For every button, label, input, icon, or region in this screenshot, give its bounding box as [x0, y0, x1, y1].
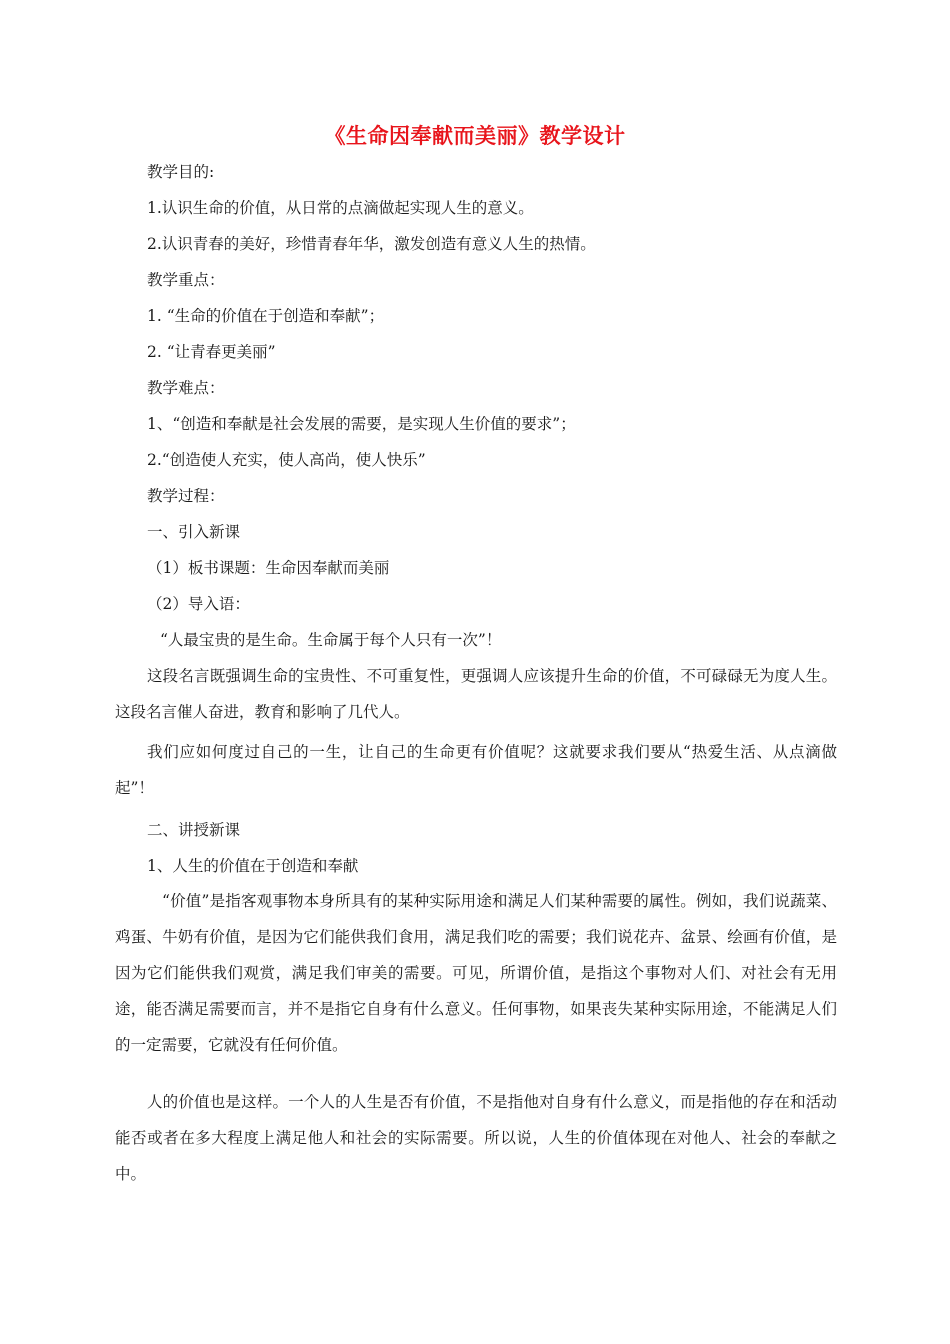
goal-item-1: 1.认识生命的价值，从日常的点滴做起实现人生的意义。: [147, 199, 534, 217]
step-item-1: （1）板书课题：生命因奉献而美丽: [147, 559, 390, 577]
paragraph-2: 我们应如何度过自己的一生，让自己的生命更有价值呢？这就要求我们要从“热爱生活、从点滴做起”！: [115, 743, 837, 797]
section-heading-1: 一、引入新课: [147, 523, 241, 541]
goals-heading: 教学目的:: [147, 163, 215, 181]
document-title: 《生命因奉献而美丽》教学设计: [324, 124, 626, 148]
paragraph-3: “价值”是指客观事物本身所具有的某种实际用途和满足人们某种需要的属性。例如，我们说蔬菜、鸡蛋、牛奶有价值，是因为它们能供我们食用，满足我们吃的需要；我们说花卉、盆景、绘画有价值，是因为它们能供我们观赏，满足我们审美的需要。可见，所谓价值，是指这个事物对人们、对社会有无用途，能否满足需要而言，并不是指它自身有什么意义。任何事物，如果丧失某种实际用途，不能满足人们的一定需要，它就没有任何价值。: [115, 892, 837, 1054]
focus-item-2: 2. “让青春更美丽”: [147, 343, 276, 361]
difficulty-item-1: 1、“创造和奉献是社会发展的需要，是实现人生价值的要求”；: [147, 415, 576, 433]
focus-heading: 教学重点：: [147, 271, 225, 289]
subsection-heading-1: 1、人生的价值在于创造和奉献: [147, 857, 359, 875]
section-heading-2: 二、讲授新课: [147, 821, 241, 839]
quote-line: “人最宝贵的是生命。生命属于每个人只有一次”！: [160, 631, 502, 649]
step-item-2: （2）导入语：: [147, 595, 250, 613]
paragraph-4: 人的价值也是这样。一个人的人生是否有价值，不是指他对自身有什么意义，而是指他的存在和活动能否或者在多大程度上满足他人和社会的实际需要。所以说，人生的价值体现在对他人、社会的奉献之中。: [115, 1093, 837, 1183]
difficulty-heading: 教学难点：: [147, 379, 225, 397]
process-heading: 教学过程：: [147, 487, 225, 505]
difficulty-item-2: 2.“创造使人充实，使人高尚，使人快乐”: [147, 451, 426, 469]
focus-item-1: 1. “生命的价值在于创造和奉献”；: [147, 307, 385, 325]
paragraph-1: 这段名言既强调生命的宝贵性、不可重复性，更强调人应该提升生命的价值，不可碌碌无为度人生。这段名言催人奋进，教育和影响了几代人。: [115, 667, 837, 721]
goal-item-2: 2.认识青春的美好，珍惜青春年华，激发创造有意义人生的热情。: [147, 235, 596, 253]
